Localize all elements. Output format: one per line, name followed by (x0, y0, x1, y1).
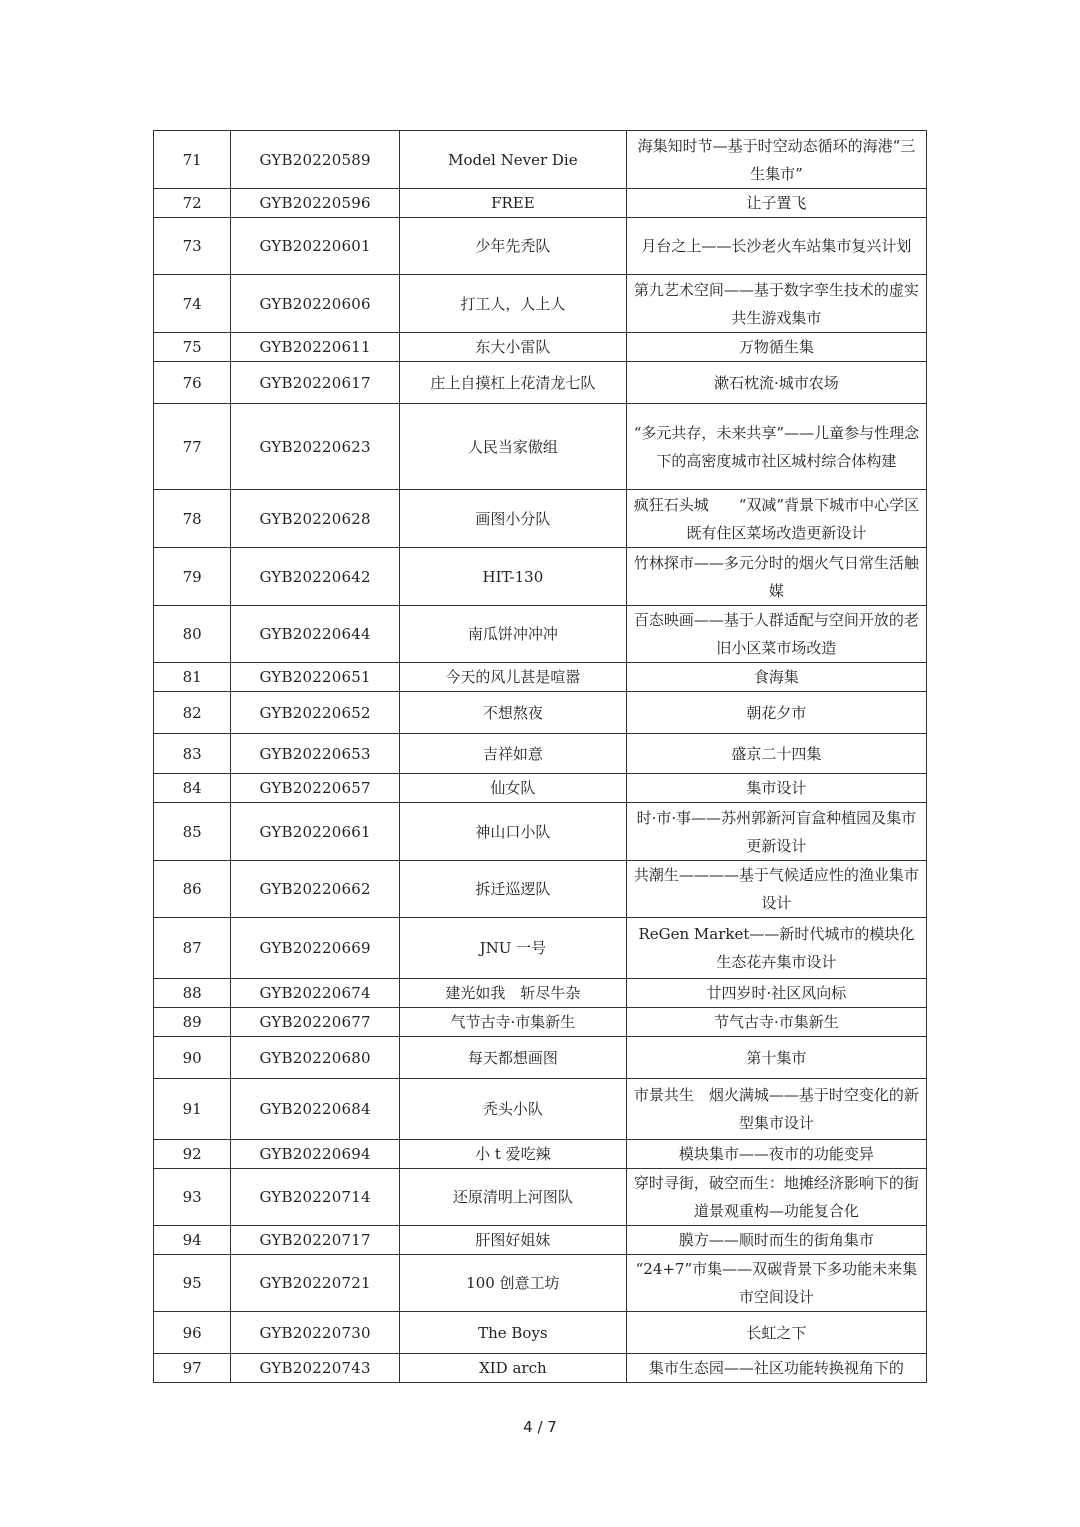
registration-id-cell: GYB20220677 (231, 1008, 400, 1037)
work-title-cell: 集市生态园——社区功能转换视角下的 (626, 1354, 926, 1383)
registration-id-cell: GYB20220601 (231, 218, 400, 275)
registration-id-cell: GYB20220606 (231, 275, 400, 333)
results-table-body (154, 131, 927, 1383)
work-title-cell: 万物循生集 (626, 333, 926, 362)
row-number-cell: 71 (154, 131, 231, 189)
page-number: 4 / 7 (523, 1418, 557, 1436)
table-row (154, 1312, 927, 1354)
team-name-cell: The Boys (399, 1312, 626, 1354)
work-title-cell: 朝花夕市 (626, 692, 926, 734)
table-row (154, 362, 927, 404)
team-name-cell: 人民当家傲组 (399, 404, 626, 490)
table-row (154, 861, 927, 918)
row-number-cell: 79 (154, 548, 231, 606)
table-row (154, 979, 927, 1008)
row-number-cell: 72 (154, 189, 231, 218)
work-title-cell: 第十集市 (626, 1037, 926, 1079)
table-row (154, 1140, 927, 1169)
row-number-cell: 90 (154, 1037, 231, 1079)
table-row (154, 333, 927, 362)
work-title-cell: 市景共生 烟火满城——基于时空变化的新型集市设计 (626, 1079, 926, 1140)
team-name-cell: 东大小雷队 (399, 333, 626, 362)
registration-id-cell: GYB20220642 (231, 548, 400, 606)
row-number-cell: 84 (154, 774, 231, 803)
row-number-cell: 97 (154, 1354, 231, 1383)
work-title-cell: 竹林探市——多元分时的烟火气日常生活触媒 (626, 548, 926, 606)
work-title-cell: 漱石枕流·城市农场 (626, 362, 926, 404)
work-title-cell: “24+7”市集——双碳背景下多功能未来集市空间设计 (626, 1255, 926, 1312)
work-title-cell: 模块集市——夜市的功能变异 (626, 1140, 926, 1169)
work-title-cell: 穿时寻街，破空而生：地摊经济影响下的街道景观重构—功能复合化 (626, 1169, 926, 1226)
registration-id-cell: GYB20220611 (231, 333, 400, 362)
row-number-cell: 80 (154, 606, 231, 663)
team-name-cell: 小 t 爱吃辣 (399, 1140, 626, 1169)
registration-id-cell: GYB20220589 (231, 131, 400, 189)
work-title-cell: 让子置飞 (626, 189, 926, 218)
row-number-cell: 73 (154, 218, 231, 275)
table-row (154, 548, 927, 606)
table-row (154, 1079, 927, 1140)
team-name-cell: FREE (399, 189, 626, 218)
row-number-cell: 89 (154, 1008, 231, 1037)
team-name-cell: 神山口小队 (399, 803, 626, 861)
row-number-cell: 85 (154, 803, 231, 861)
table-row (154, 774, 927, 803)
team-name-cell: 庄上自摸杠上花清龙七队 (399, 362, 626, 404)
row-number-cell: 86 (154, 861, 231, 918)
table-row (154, 404, 927, 490)
team-name-cell: 100 创意工坊 (399, 1255, 626, 1312)
table-row (154, 918, 927, 979)
registration-id-cell: GYB20220680 (231, 1037, 400, 1079)
registration-id-cell: GYB20220617 (231, 362, 400, 404)
registration-id-cell: GYB20220721 (231, 1255, 400, 1312)
team-name-cell: 还原清明上河图队 (399, 1169, 626, 1226)
registration-id-cell: GYB20220652 (231, 692, 400, 734)
registration-id-cell: GYB20220694 (231, 1140, 400, 1169)
row-number-cell: 95 (154, 1255, 231, 1312)
registration-id-cell: GYB20220623 (231, 404, 400, 490)
team-name-cell: 今天的风儿甚是喧嚣 (399, 663, 626, 692)
team-name-cell: HIT-130 (399, 548, 626, 606)
registration-id-cell: GYB20220662 (231, 861, 400, 918)
work-title-cell: 时·市·事——苏州郭新河盲盒种植园及集市更新设计 (626, 803, 926, 861)
team-name-cell: XID arch (399, 1354, 626, 1383)
row-number-cell: 93 (154, 1169, 231, 1226)
row-number-cell: 94 (154, 1226, 231, 1255)
work-title-cell: 膜方——顺时而生的街角集市 (626, 1226, 926, 1255)
work-title-cell: 百态映画——基于人群适配与空间开放的老旧小区菜市场改造 (626, 606, 926, 663)
table-row (154, 692, 927, 734)
registration-id-cell: GYB20220644 (231, 606, 400, 663)
work-title-cell: 共潮生————基于气候适应性的渔业集市设计 (626, 861, 926, 918)
table-row (154, 803, 927, 861)
team-name-cell: Model Never Die (399, 131, 626, 189)
table-row (154, 1037, 927, 1079)
team-name-cell: 拆迁巡逻队 (399, 861, 626, 918)
table-row (154, 189, 927, 218)
team-name-cell: 每天都想画图 (399, 1037, 626, 1079)
row-number-cell: 92 (154, 1140, 231, 1169)
team-name-cell: 少年先秃队 (399, 218, 626, 275)
row-number-cell: 81 (154, 663, 231, 692)
row-number-cell: 88 (154, 979, 231, 1008)
registration-id-cell: GYB20220661 (231, 803, 400, 861)
table-row (154, 1226, 927, 1255)
row-number-cell: 78 (154, 490, 231, 548)
registration-id-cell: GYB20220669 (231, 918, 400, 979)
team-name-cell: 画图小分队 (399, 490, 626, 548)
table-row (154, 1008, 927, 1037)
row-number-cell: 75 (154, 333, 231, 362)
table-row (154, 490, 927, 548)
table-row (154, 131, 927, 189)
team-name-cell: 不想熬夜 (399, 692, 626, 734)
table-row (154, 218, 927, 275)
work-title-cell: 海集知时节—基于时空动态循环的海港“三生集市” (626, 131, 926, 189)
work-title-cell: “多元共存，未来共享”——儿童参与性理念下的高密度城市社区城村综合体构建 (626, 404, 926, 490)
table-row (154, 1354, 927, 1383)
registration-id-cell: GYB20220596 (231, 189, 400, 218)
work-title-cell: 疯狂石头城 “双减”背景下城市中心学区既有住区菜场改造更新设计 (626, 490, 926, 548)
team-name-cell: JNU 一号 (399, 918, 626, 979)
row-number-cell: 83 (154, 734, 231, 774)
work-title-cell: 食海集 (626, 663, 926, 692)
row-number-cell: 91 (154, 1079, 231, 1140)
table-row (154, 275, 927, 333)
registration-id-cell: GYB20220674 (231, 979, 400, 1008)
team-name-cell: 打工人，人上人 (399, 275, 626, 333)
registration-id-cell: GYB20220651 (231, 663, 400, 692)
work-title-cell: 集市设计 (626, 774, 926, 803)
team-name-cell: 建光如我 斩尽牛杂 (399, 979, 626, 1008)
row-number-cell: 76 (154, 362, 231, 404)
work-title-cell: 第九艺术空间——基于数字孪生技术的虚实共生游戏集市 (626, 275, 926, 333)
team-name-cell: 肝图好姐妹 (399, 1226, 626, 1255)
row-number-cell: 74 (154, 275, 231, 333)
team-name-cell: 秃头小队 (399, 1079, 626, 1140)
registration-id-cell: GYB20220743 (231, 1354, 400, 1383)
work-title-cell: 盛京二十四集 (626, 734, 926, 774)
team-name-cell: 吉祥如意 (399, 734, 626, 774)
work-title-cell: ReGen Market——新时代城市的模块化生态花卉集市设计 (626, 918, 926, 979)
row-number-cell: 96 (154, 1312, 231, 1354)
results-table (153, 130, 927, 1383)
registration-id-cell: GYB20220653 (231, 734, 400, 774)
table-row (154, 734, 927, 774)
work-title-cell: 节气古寺·市集新生 (626, 1008, 926, 1037)
row-number-cell: 77 (154, 404, 231, 490)
team-name-cell: 气节古寺·市集新生 (399, 1008, 626, 1037)
work-title-cell: 月台之上——长沙老火车站集市复兴计划 (626, 218, 926, 275)
registration-id-cell: GYB20220717 (231, 1226, 400, 1255)
registration-id-cell: GYB20220657 (231, 774, 400, 803)
team-name-cell: 仙女队 (399, 774, 626, 803)
registration-id-cell: GYB20220714 (231, 1169, 400, 1226)
registration-id-cell: GYB20220628 (231, 490, 400, 548)
team-name-cell: 南瓜饼冲冲冲 (399, 606, 626, 663)
table-row (154, 663, 927, 692)
registration-id-cell: GYB20220730 (231, 1312, 400, 1354)
row-number-cell: 82 (154, 692, 231, 734)
work-title-cell: 廿四岁时·社区风向标 (626, 979, 926, 1008)
table-row (154, 1169, 927, 1226)
table-row (154, 1255, 927, 1312)
work-title-cell: 长虹之下 (626, 1312, 926, 1354)
registration-id-cell: GYB20220684 (231, 1079, 400, 1140)
table-row (154, 606, 927, 663)
row-number-cell: 87 (154, 918, 231, 979)
